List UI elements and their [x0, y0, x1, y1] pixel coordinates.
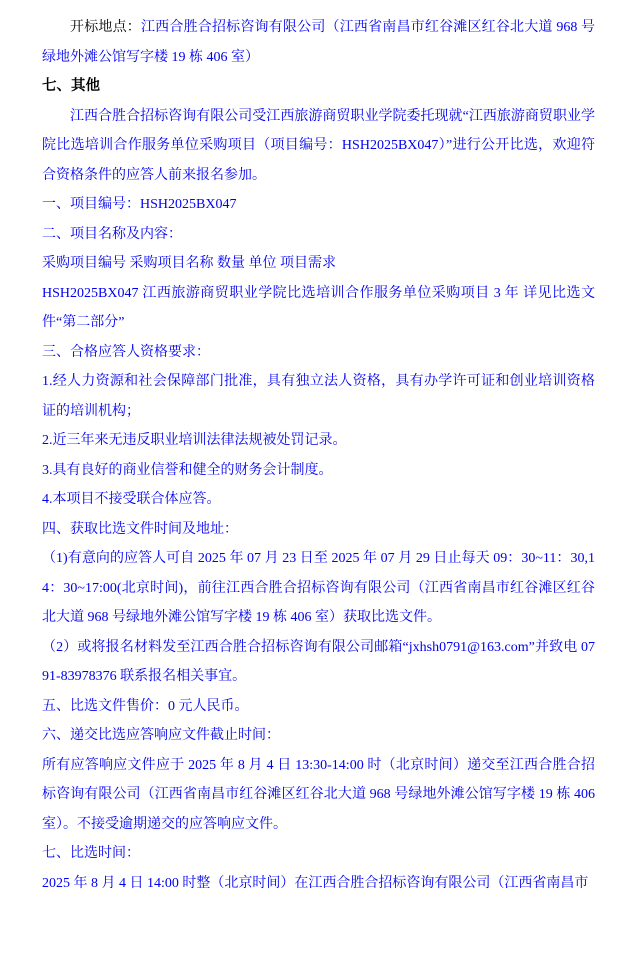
- item-6-submission-deadline: [42, 721, 595, 751]
- intro-paragraph-run-0: 江西合胜合招标咨询有限公司受江西旅游商贸职业学院委托现就“江西旅游商贸职业学院比选培训合作服务单位采购项目（项目编号：HSH2025BX047）”进行公开比选，欢迎符合资格条件的应答人前来报名参加。: [42, 108, 595, 183]
- qualification-3: [42, 456, 595, 486]
- item-5-document-price-run-0: 五、比选文件售价：0 元人民币。: [42, 698, 249, 714]
- bid-opening-location: [42, 13, 595, 72]
- project-table-row-run-0: HSH2025BX047 江西旅游商贸职业学院比选培训合作服务单位采购项目 3 年 详见比选文件“第二部分”: [42, 285, 595, 330]
- qualification-4-run-0: 4.本项目不接受联合体应答。: [42, 492, 221, 507]
- submission-deadline-detail: [42, 751, 595, 840]
- bid-opening-location-run-0: 开标地点：: [70, 20, 141, 35]
- item-7-selection-time: [42, 839, 595, 869]
- selection-time-detail-run-0: 2025 年 8 月 4 日 14:00 时整（北京时间）在江西合胜合招标咨询有限公司（江西省南昌市: [42, 875, 589, 891]
- selection-time-detail: [42, 869, 595, 899]
- qualification-4: [42, 485, 595, 515]
- qualification-2: [42, 426, 595, 456]
- item-2-project-name-content: [42, 220, 595, 250]
- project-table-header-run-0: 采购项目编号 采购项目名称 数量 单位 项目需求: [42, 256, 336, 271]
- item-4-obtain-documents: [42, 515, 595, 545]
- item-6-submission-deadline-run-0: 六、递交比选应答响应文件截止时间：: [42, 728, 280, 743]
- item-3-qualification-requirements-run-0: 三、合格应答人资格要求：: [42, 344, 210, 360]
- intro-paragraph: [42, 102, 595, 191]
- project-table-header: [42, 249, 595, 279]
- section-heading-other-run-0: 七、其他: [42, 78, 100, 94]
- obtain-documents-method-2-run-0: （2）或将报名材料发至江西合胜合招标咨询有限公司邮箱“jxhsh0791@163.com”并致电 0791-83978376 联系报名相关事宜。: [42, 639, 595, 684]
- item-3-qualification-requirements: [42, 338, 595, 368]
- submission-deadline-detail-run-0: 所有应答响应文件应于 2025 年 8 月 4 日 13:30-14:00 时（北京时间）递交至江西合胜合招标咨询有限公司（江西省南昌市红谷滩区红谷北大道 968 号绿地外滩公馆写字楼 19 栋 406 室）。不接受逾期递交的应答响应文件。: [42, 757, 595, 832]
- qualification-1-run-0: 1.经人力资源和社会保障部门批准，具有独立法人资格，具有办学许可证和创业培训资格证的培训机构；: [42, 374, 595, 419]
- item-7-selection-time-run-0: 七、比选时间：: [42, 846, 140, 861]
- project-table-row: [42, 279, 595, 338]
- bid-opening-location-run-1: 江西合胜合招标咨询有限公司（江西省南昌市红谷滩区红谷北大道 968 号绿地外滩公馆写字楼 19 栋 406 室）: [42, 20, 596, 65]
- obtain-documents-method-1-run-0: （1)有意向的应答人可自 2025 年 07 月 23 日至 2025 年 07 月 29 日止每天 09：30~11：30,14：30~17:00(北京时间)，前往江西合胜合招标咨询有限公司（江西省南昌市红谷滩区红谷北大道 968 号绿地外滩公馆写字楼 19 栋 406 室）获取比选文件。: [42, 551, 595, 625]
- item-5-document-price: [42, 692, 595, 722]
- section-heading-other: [42, 72, 595, 102]
- qualification-3-run-0: 3.具有良好的商业信誉和健全的财务会计制度。: [42, 462, 333, 478]
- item-1-project-number: [42, 190, 595, 220]
- item-2-project-name-content-run-0: 二、项目名称及内容：: [42, 226, 182, 242]
- item-4-obtain-documents-run-0: 四、获取比选文件时间及地址：: [42, 521, 238, 537]
- obtain-documents-method-1: [42, 544, 595, 633]
- document-body: [42, 13, 595, 898]
- item-1-project-number-run-0: 一、项目编号：HSH2025BX047: [42, 197, 237, 212]
- qualification-2-run-0: 2.近三年来无违反职业培训法律法规被处罚记录。: [42, 433, 347, 448]
- obtain-documents-method-2: [42, 633, 595, 692]
- qualification-1: [42, 367, 595, 426]
